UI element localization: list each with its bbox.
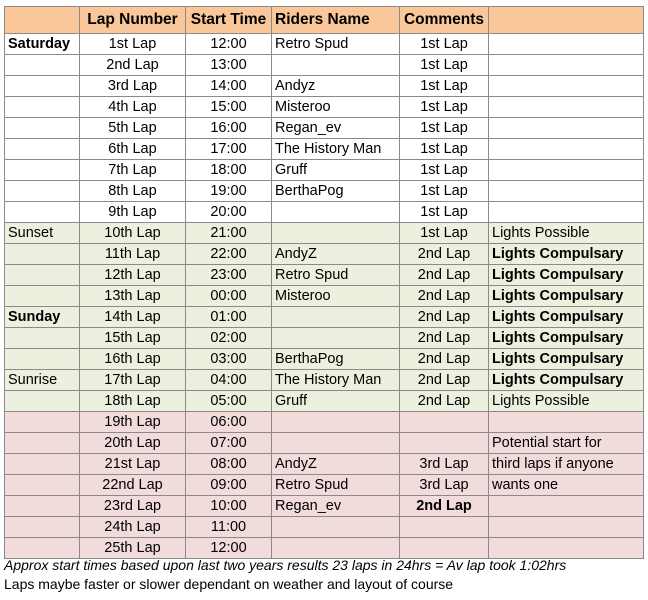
lap-number-cell: 17th Lap [80, 370, 186, 391]
lap-number-cell: 3rd Lap [80, 76, 186, 97]
day-cell [5, 433, 80, 454]
start-time-cell: 04:00 [186, 370, 272, 391]
note-cell [489, 202, 644, 223]
note-cell [489, 181, 644, 202]
start-time-cell: 23:00 [186, 265, 272, 286]
note-cell: Lights Compulsary [489, 307, 644, 328]
table-row [5, 349, 644, 370]
rider-name-cell [272, 517, 400, 538]
lap-number-cell: 15th Lap [80, 328, 186, 349]
comment-cell: 1st Lap [400, 97, 489, 118]
note-cell [489, 76, 644, 97]
lap-number-cell: 9th Lap [80, 202, 186, 223]
lap-number-cell: 4th Lap [80, 97, 186, 118]
rider-name-cell: BerthaPog [272, 181, 400, 202]
start-time-cell: 12:00 [186, 538, 272, 559]
table-body [5, 34, 644, 559]
lap-number-cell: 12th Lap [80, 265, 186, 286]
rider-name-cell [272, 433, 400, 454]
comment-cell: 3rd Lap [400, 475, 489, 496]
comment-cell: 1st Lap [400, 55, 489, 76]
comment-cell: 2nd Lap [400, 328, 489, 349]
start-time-cell: 06:00 [186, 412, 272, 433]
comment-cell: 2nd Lap [400, 307, 489, 328]
rider-name-cell: Regan_ev [272, 118, 400, 139]
comment-cell: 1st Lap [400, 160, 489, 181]
table-row [5, 160, 644, 181]
note-cell: wants one [489, 475, 644, 496]
lap-number-cell: 22nd Lap [80, 475, 186, 496]
start-time-cell: 13:00 [186, 55, 272, 76]
day-cell [5, 391, 80, 412]
comment-cell: 1st Lap [400, 223, 489, 244]
comment-cell: 3rd Lap [400, 454, 489, 475]
comment-cell: 1st Lap [400, 118, 489, 139]
comment-cell [400, 517, 489, 538]
lap-number-cell: 7th Lap [80, 160, 186, 181]
header-riders-name: Riders Name [272, 7, 400, 34]
start-time-cell: 05:00 [186, 391, 272, 412]
table-row [5, 412, 644, 433]
day-cell [5, 181, 80, 202]
rider-name-cell [272, 328, 400, 349]
rider-name-cell [272, 223, 400, 244]
rider-name-cell: Retro Spud [272, 265, 400, 286]
start-time-cell: 17:00 [186, 139, 272, 160]
table-row [5, 139, 644, 160]
lap-number-cell: 8th Lap [80, 181, 186, 202]
lap-number-cell: 24th Lap [80, 517, 186, 538]
day-cell: Sunrise [5, 370, 80, 391]
comment-cell: 2nd Lap [400, 286, 489, 307]
table-row [5, 118, 644, 139]
note-cell: third laps if anyone [489, 454, 644, 475]
start-time-cell: 14:00 [186, 76, 272, 97]
note-cell [489, 496, 644, 517]
header-comments: Comments [400, 7, 489, 34]
table-row [5, 454, 644, 475]
table-row [5, 286, 644, 307]
table-row [5, 391, 644, 412]
day-cell [5, 139, 80, 160]
start-time-cell: 21:00 [186, 223, 272, 244]
start-time-cell: 15:00 [186, 97, 272, 118]
lap-number-cell: 21st Lap [80, 454, 186, 475]
rider-name-cell: Misteroo [272, 286, 400, 307]
table-row [5, 181, 644, 202]
rider-name-cell: The History Man [272, 370, 400, 391]
note-cell [489, 55, 644, 76]
lap-number-cell: 13th Lap [80, 286, 186, 307]
rider-name-cell: Gruff [272, 160, 400, 181]
rider-name-cell: Regan_ev [272, 496, 400, 517]
day-cell [5, 160, 80, 181]
comment-cell: 1st Lap [400, 139, 489, 160]
day-cell [5, 349, 80, 370]
day-cell [5, 412, 80, 433]
header-row [5, 7, 644, 34]
start-time-cell: 22:00 [186, 244, 272, 265]
start-time-cell: 01:00 [186, 307, 272, 328]
comment-cell: 2nd Lap [400, 391, 489, 412]
start-time-cell: 09:00 [186, 475, 272, 496]
rider-name-cell: Andyz [272, 76, 400, 97]
lap-number-cell: 20th Lap [80, 433, 186, 454]
day-cell [5, 97, 80, 118]
start-time-cell: 18:00 [186, 160, 272, 181]
note-cell [489, 517, 644, 538]
start-time-cell: 12:00 [186, 34, 272, 55]
note-cell: Lights Possible [489, 223, 644, 244]
rider-name-cell: Gruff [272, 391, 400, 412]
lap-number-cell: 6th Lap [80, 139, 186, 160]
lap-number-cell: 10th Lap [80, 223, 186, 244]
note-cell [489, 160, 644, 181]
start-time-cell: 20:00 [186, 202, 272, 223]
start-time-cell: 07:00 [186, 433, 272, 454]
header-notes [489, 7, 644, 34]
table-row [5, 328, 644, 349]
note-cell [489, 97, 644, 118]
lap-number-cell: 5th Lap [80, 118, 186, 139]
start-time-cell: 00:00 [186, 286, 272, 307]
day-cell [5, 496, 80, 517]
start-time-cell: 11:00 [186, 517, 272, 538]
lap-number-cell: 25th Lap [80, 538, 186, 559]
day-cell [5, 118, 80, 139]
lap-number-cell: 2nd Lap [80, 55, 186, 76]
lap-number-cell: 18th Lap [80, 391, 186, 412]
rider-name-cell: The History Man [272, 139, 400, 160]
footnote-approx-times: Approx start times based upon last two years results 23 laps in 24hrs = Av lap took 1:02hrs [4, 557, 567, 573]
lap-number-cell: 23rd Lap [80, 496, 186, 517]
day-cell [5, 454, 80, 475]
rider-name-cell: AndyZ [272, 454, 400, 475]
comment-cell: 2nd Lap [400, 244, 489, 265]
lap-number-cell: 11th Lap [80, 244, 186, 265]
day-cell [5, 475, 80, 496]
note-cell: Lights Compulsary [489, 265, 644, 286]
lap-schedule-table [4, 6, 644, 559]
table-row [5, 76, 644, 97]
rider-name-cell: BerthaPog [272, 349, 400, 370]
table-row [5, 202, 644, 223]
lap-number-cell: 19th Lap [80, 412, 186, 433]
note-cell: Lights Compulsary [489, 349, 644, 370]
start-time-cell: 08:00 [186, 454, 272, 475]
note-cell [489, 139, 644, 160]
lap-number-cell: 14th Lap [80, 307, 186, 328]
day-cell [5, 244, 80, 265]
comment-cell: 2nd Lap [400, 349, 489, 370]
comment-cell: 2nd Lap [400, 265, 489, 286]
rider-name-cell: AndyZ [272, 244, 400, 265]
note-cell: Lights Compulsary [489, 370, 644, 391]
comment-cell: 2nd Lap [400, 496, 489, 517]
rider-name-cell: Retro Spud [272, 34, 400, 55]
lap-number-cell: 16th Lap [80, 349, 186, 370]
table-row [5, 517, 644, 538]
note-cell: Lights Compulsary [489, 286, 644, 307]
table-row [5, 265, 644, 286]
rider-name-cell [272, 55, 400, 76]
table-row [5, 496, 644, 517]
table-row [5, 433, 644, 454]
header-lap-number: Lap Number [80, 7, 186, 34]
header-start-time: Start Time [186, 7, 272, 34]
rider-name-cell: Retro Spud [272, 475, 400, 496]
day-cell: Sunday [5, 307, 80, 328]
start-time-cell: 02:00 [186, 328, 272, 349]
table-row [5, 223, 644, 244]
table-row [5, 34, 644, 55]
note-cell: Lights Compulsary [489, 328, 644, 349]
note-cell: Potential start for [489, 433, 644, 454]
table-row [5, 97, 644, 118]
table-row [5, 475, 644, 496]
comment-cell: 1st Lap [400, 76, 489, 97]
day-cell [5, 202, 80, 223]
day-cell [5, 328, 80, 349]
start-time-cell: 16:00 [186, 118, 272, 139]
table-row [5, 55, 644, 76]
comment-cell: 1st Lap [400, 202, 489, 223]
rider-name-cell [272, 202, 400, 223]
start-time-cell: 19:00 [186, 181, 272, 202]
comment-cell [400, 433, 489, 454]
note-cell: Lights Compulsary [489, 244, 644, 265]
day-cell [5, 265, 80, 286]
table-row [5, 244, 644, 265]
footnote-lap-speed: Laps maybe faster or slower dependant on weather and layout of course [4, 576, 454, 592]
rider-name-cell: Misteroo [272, 97, 400, 118]
comment-cell: 2nd Lap [400, 370, 489, 391]
note-cell: Lights Possible [489, 391, 644, 412]
comment-cell [400, 412, 489, 433]
day-cell: Saturday [5, 34, 80, 55]
day-cell [5, 517, 80, 538]
comment-cell: 1st Lap [400, 181, 489, 202]
start-time-cell: 03:00 [186, 349, 272, 370]
day-cell [5, 286, 80, 307]
rider-name-cell [272, 412, 400, 433]
note-cell [489, 412, 644, 433]
note-cell [489, 118, 644, 139]
lap-number-cell: 1st Lap [80, 34, 186, 55]
day-cell [5, 76, 80, 97]
table-row [5, 307, 644, 328]
header-day [5, 7, 80, 34]
start-time-cell: 10:00 [186, 496, 272, 517]
note-cell [489, 34, 644, 55]
table-row [5, 370, 644, 391]
day-cell [5, 55, 80, 76]
comment-cell: 1st Lap [400, 34, 489, 55]
day-cell: Sunset [5, 223, 80, 244]
rider-name-cell [272, 307, 400, 328]
